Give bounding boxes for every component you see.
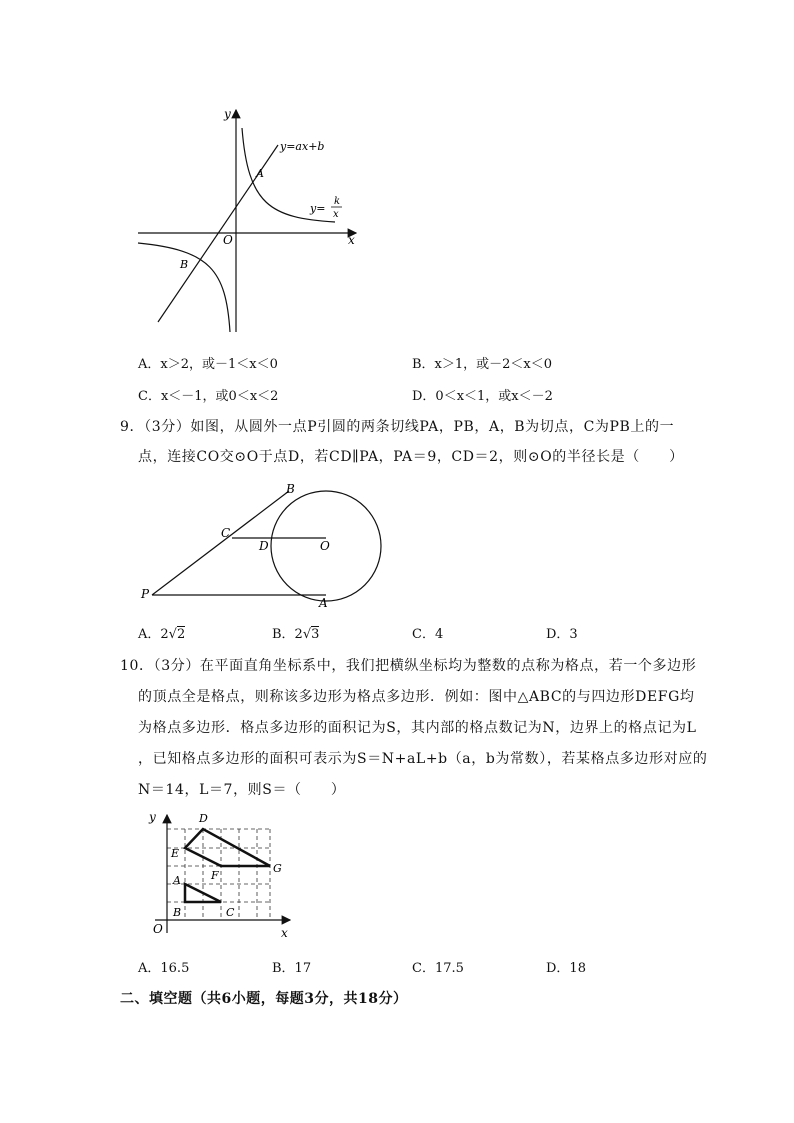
option-b-radicand: 3 bbox=[311, 627, 320, 642]
q9-option-a[interactable] bbox=[138, 623, 185, 642]
q8-graph bbox=[130, 100, 370, 340]
point-c-label: C bbox=[226, 906, 235, 919]
q9-text-line-2: 点，连接CO交⊙O于点D，若CD∥PA，PA＝9，CD＝2，则⊙O的半径长是（ ） bbox=[138, 449, 684, 465]
option-b-prefix: B．2 bbox=[272, 627, 303, 642]
point-f-label: F bbox=[211, 869, 219, 882]
q10-grid-figure bbox=[140, 805, 300, 940]
section-heading-fill-in: 二、填空题（共6小题，每题3分，共18分） bbox=[120, 991, 408, 1007]
point-e-label: E bbox=[171, 847, 180, 860]
point-o-label: O bbox=[320, 539, 330, 553]
q10-text-line-5: N＝14，L＝7，则S＝（ ） bbox=[138, 782, 346, 798]
origin-label: O bbox=[153, 922, 163, 936]
point-a-label: A bbox=[173, 874, 181, 887]
q9-option-d[interactable]: D．3 bbox=[546, 627, 578, 642]
q10-option-d[interactable]: D．18 bbox=[546, 961, 586, 976]
sqrt-symbol: √ bbox=[302, 627, 312, 642]
hyperbola-branch-2 bbox=[138, 243, 230, 332]
point-g-label: G bbox=[273, 862, 282, 875]
point-p-label: P bbox=[141, 587, 150, 601]
x-axis-label: x bbox=[348, 233, 355, 247]
curve-label-numerator: k bbox=[334, 196, 341, 207]
y-label: y bbox=[149, 810, 156, 824]
point-a-label: A bbox=[319, 596, 328, 610]
q9-option-c[interactable]: C．4 bbox=[412, 627, 444, 642]
q9-option-b[interactable] bbox=[272, 623, 319, 642]
sqrt-symbol: √ bbox=[168, 627, 177, 642]
point-b-label: B bbox=[286, 482, 295, 496]
q8-option-c[interactable]: C．x＜－1，或0＜x＜2 bbox=[138, 389, 279, 404]
q10-text-line-1: 10．（3分）在平面直角坐标系中，我们把横纵坐标均为整数的点称为格点，若一个多边形 bbox=[120, 658, 697, 674]
x-label: x bbox=[281, 926, 288, 940]
q9-figure bbox=[135, 475, 395, 615]
y-axis-label: y bbox=[224, 107, 231, 121]
point-b-label: B bbox=[180, 258, 189, 271]
q8-option-b[interactable]: B．x＞1，或－2＜x＜0 bbox=[412, 357, 553, 372]
point-c-label: C bbox=[221, 526, 231, 540]
curve-label-denominator: x bbox=[333, 209, 339, 220]
point-a-label: A bbox=[256, 167, 264, 180]
point-b-label: B bbox=[173, 906, 182, 919]
option-a-radicand: 2 bbox=[176, 627, 186, 642]
origin-label: O bbox=[223, 233, 233, 247]
q10-text-line-3: 为格点多边形．格点多边形的面积记为S，其内部的格点数记为N，边界上的格点记为L bbox=[138, 720, 697, 736]
q8-option-a[interactable]: A．x＞2，或－1＜x＜0 bbox=[138, 357, 278, 372]
q10-option-b[interactable]: B．17 bbox=[272, 961, 312, 976]
point-d-label: D bbox=[259, 539, 269, 553]
q10-text-line-2: 的顶点全是格点，则称该多边形为格点多边形．例如：图中△ABC的与四边形DEFG均 bbox=[138, 689, 695, 705]
q9-text-line-1: 9．（3分）如图，从圆外一点P引圆的两条切线PA，PB，A，B为切点，C为PB上的一 bbox=[120, 419, 675, 435]
point-d-label: D bbox=[199, 812, 208, 825]
line-label: y=ax+b bbox=[280, 140, 325, 153]
q8-option-d[interactable]: D．0＜x＜1，或x＜－2 bbox=[412, 389, 553, 404]
q10-text-line-4: ，已知格点多边形的面积可表示为S＝N+aL+b（a，b为常数），若某格点多边形对应的 bbox=[138, 751, 708, 767]
option-a-prefix: A．2 bbox=[138, 627, 169, 642]
q10-option-a[interactable]: A．16.5 bbox=[138, 961, 190, 976]
q10-option-c[interactable]: C．17.5 bbox=[412, 961, 464, 976]
curve-label-prefix: y= bbox=[310, 202, 326, 215]
